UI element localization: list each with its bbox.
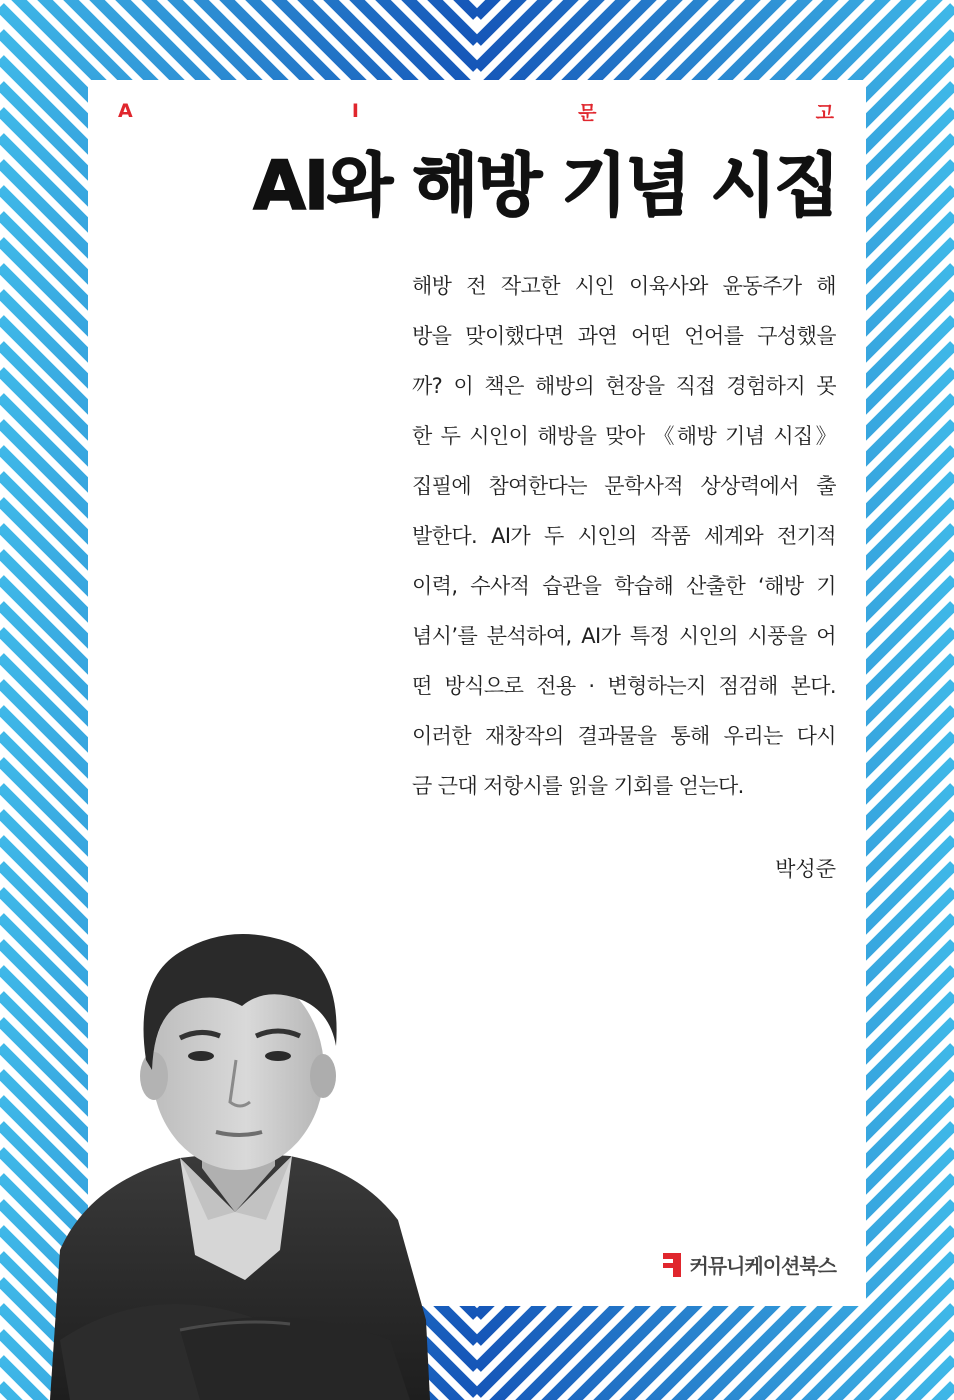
publisher-logo-icon [661, 1251, 683, 1279]
series-letter: 고 [815, 101, 834, 124]
publisher-name: 커뮤니케이션북스 [689, 1254, 836, 1278]
book-title: AI와 해방 기념 시집 [253, 147, 838, 226]
description-line: 해방 전 작고한 시인 이육사와 윤동주가 해 [412, 274, 836, 298]
description-line: 떤 방식으로 전용 · 변형하는지 점검해 본다. [412, 674, 836, 698]
series-label [118, 96, 834, 126]
author-portrait [30, 920, 430, 1400]
book-description [412, 261, 836, 811]
description-line: 이러한 재창작의 결과물을 통해 우리는 다시 [412, 724, 836, 748]
description-line: 집필에 참여한다는 문학사적 상상력에서 출 [412, 474, 836, 498]
description-line: 까? 이 책은 해방의 현장을 직접 경험하지 못 [412, 374, 836, 398]
description-line: 한 두 시인이 해방을 맞아 《해방 기념 시집》 [412, 424, 836, 448]
description-line: 방을 맞이했다면 과연 어떤 언어를 구성했을 [412, 324, 836, 348]
series-letter: A [118, 100, 133, 122]
publisher-logo [661, 1250, 836, 1279]
series-letter: 문 [578, 101, 597, 124]
author-name: 박성준 [775, 857, 836, 881]
description-line: 발한다. AI가 두 시인의 작품 세계와 전기적 [412, 524, 836, 548]
description-line: 념시’를 분석하여, AI가 특정 시인의 시풍을 어 [412, 624, 836, 648]
description-line: 금 근대 저항시를 읽을 기회를 얻는다. [412, 774, 744, 798]
series-letter: I [351, 100, 359, 122]
description-line: 이력, 수사적 습관을 학습해 산출한 ‘해방 기 [412, 574, 836, 598]
